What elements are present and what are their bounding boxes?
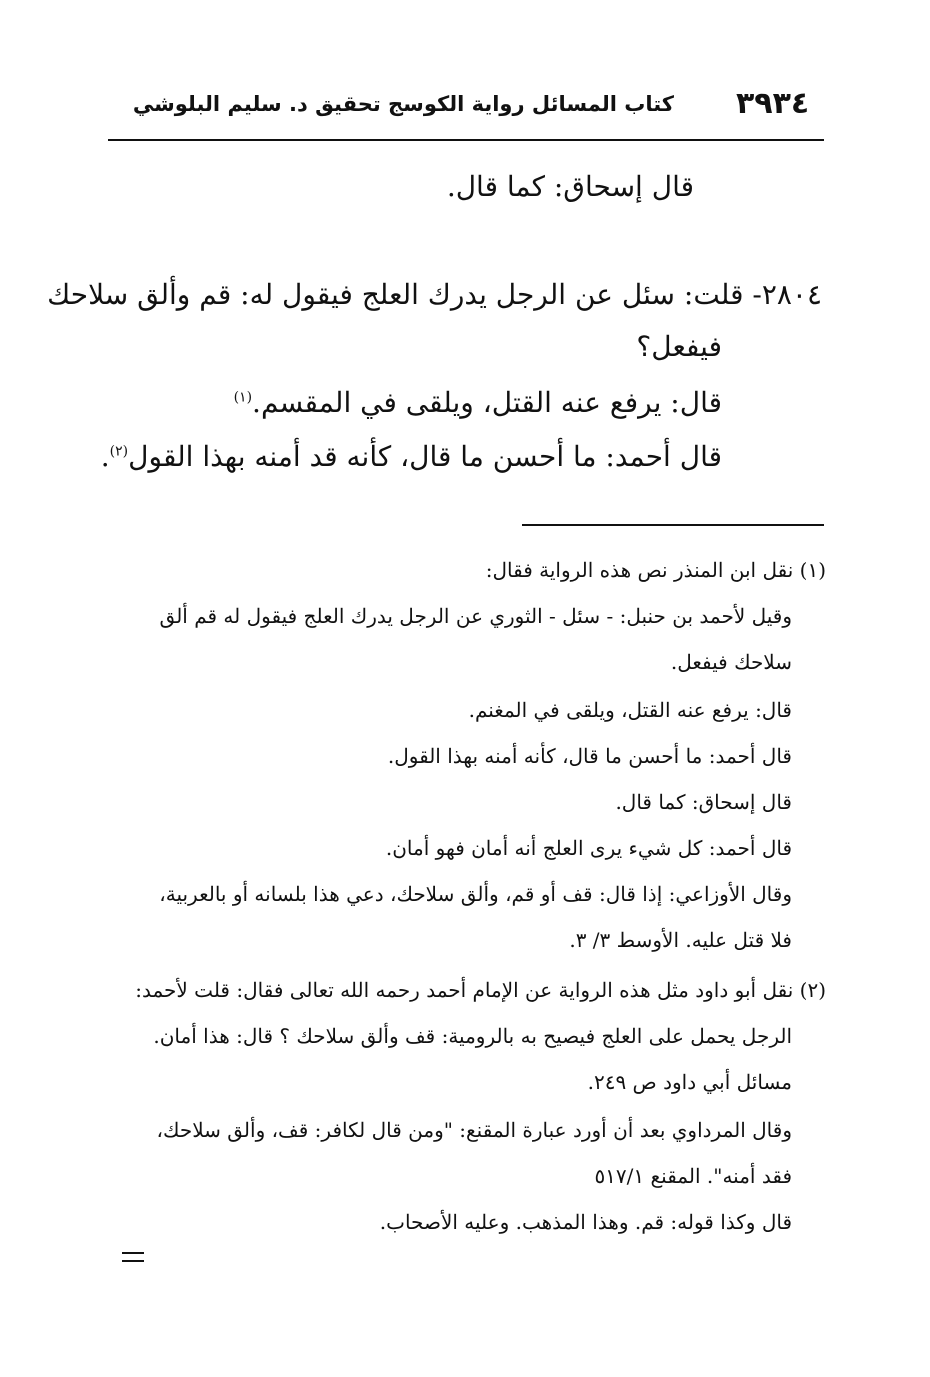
running-header-title: كتاب المسائل رواية الكوسج تحقيق د. سليم البلوشي [132,92,674,116]
footnote-ref-1: (١) [233,389,253,406]
footnote-1-line-4: قال: يرفع عنه القتل، ويلقى في المغنم. [468,698,792,722]
footnote-1-line-6: قال إسحاق: كما قال. [615,790,792,814]
footnote-2-line-6: قال وكذا قوله: قم. وهذا المذهب. وعليه الأصحاب. [379,1210,792,1234]
header-rule [108,139,824,141]
main-line-1: قال إسحاق: كما قال. [446,170,694,203]
footnote-separator [522,524,824,526]
main-line-4 [234,386,722,419]
main-line-5-text: قال أحمد: ما أحسن ما قال، كأنه قد أمنه بهذا القول [128,440,722,473]
footnote-1-line-9: فلا قتل عليه. الأوسط ٣/ ٣. [569,928,792,952]
main-line-5 [101,440,722,473]
footnote-2-line-3: مسائل أبي داود ص ٢٤٩. [587,1070,792,1094]
footnote-1-line-7: قال أحمد: كل شيء يرى العلج أنه أمان فهو أمان. [385,836,792,860]
footnote-2-line-2: الرجل يحمل على العلج فيصيح به بالرومية: قف وألق سلاحك ؟ قال: هذا أمان. [153,1024,792,1048]
footnote-ref-2: (٢) [109,443,129,460]
footnote-1-line-2: وقيل لأحمد بن حنبل: - سئل - الثوري عن الرجل يدرك العلج فيقول له قم ألق [159,604,792,628]
footnote-2-line-5: فقد أمنه". المقنع ٥١٧/١ [594,1164,792,1188]
page-number: ٣٩٣٤ [736,86,810,121]
main-line-3: فيفعل؟ [636,330,722,363]
footnote-2-line-4: وقال المرداوي بعد أن أورد عبارة المقنع: "ومن قال لكافر: قف، وألق سلاحك، [156,1118,792,1142]
footnote-1-line-3: سلاحك فيفعل. [670,650,792,674]
main-line-2-question: ٢٨٠٤- قلت: سئل عن الرجل يدرك العلج فيقول له: قم وألق سلاحك [47,278,822,311]
main-line-5-end: . [100,440,110,473]
continuation-mark [122,1252,146,1264]
footnote-1-line-5: قال أحمد: ما أحسن ما قال، كأنه أمنه بهذا القول. [387,744,792,768]
footnote-2-line-1: (٢) نقل أبو داود مثل هذه الرواية عن الإمام أحمد رحمه الله تعالى فقال: قلت لأحمد: [135,978,826,1002]
footnote-1-line-1: (١) نقل ابن المنذر نص هذه الرواية فقال: [485,558,826,582]
footnote-1-line-8: وقال الأوزاعي: إذا قال: قف أو قم، وألق سلاحك، دعي هذا بلسانه أو بالعربية، [159,882,792,906]
main-line-4-text: قال: يرفع عنه القتل، ويلقى في المقسم. [252,386,722,419]
